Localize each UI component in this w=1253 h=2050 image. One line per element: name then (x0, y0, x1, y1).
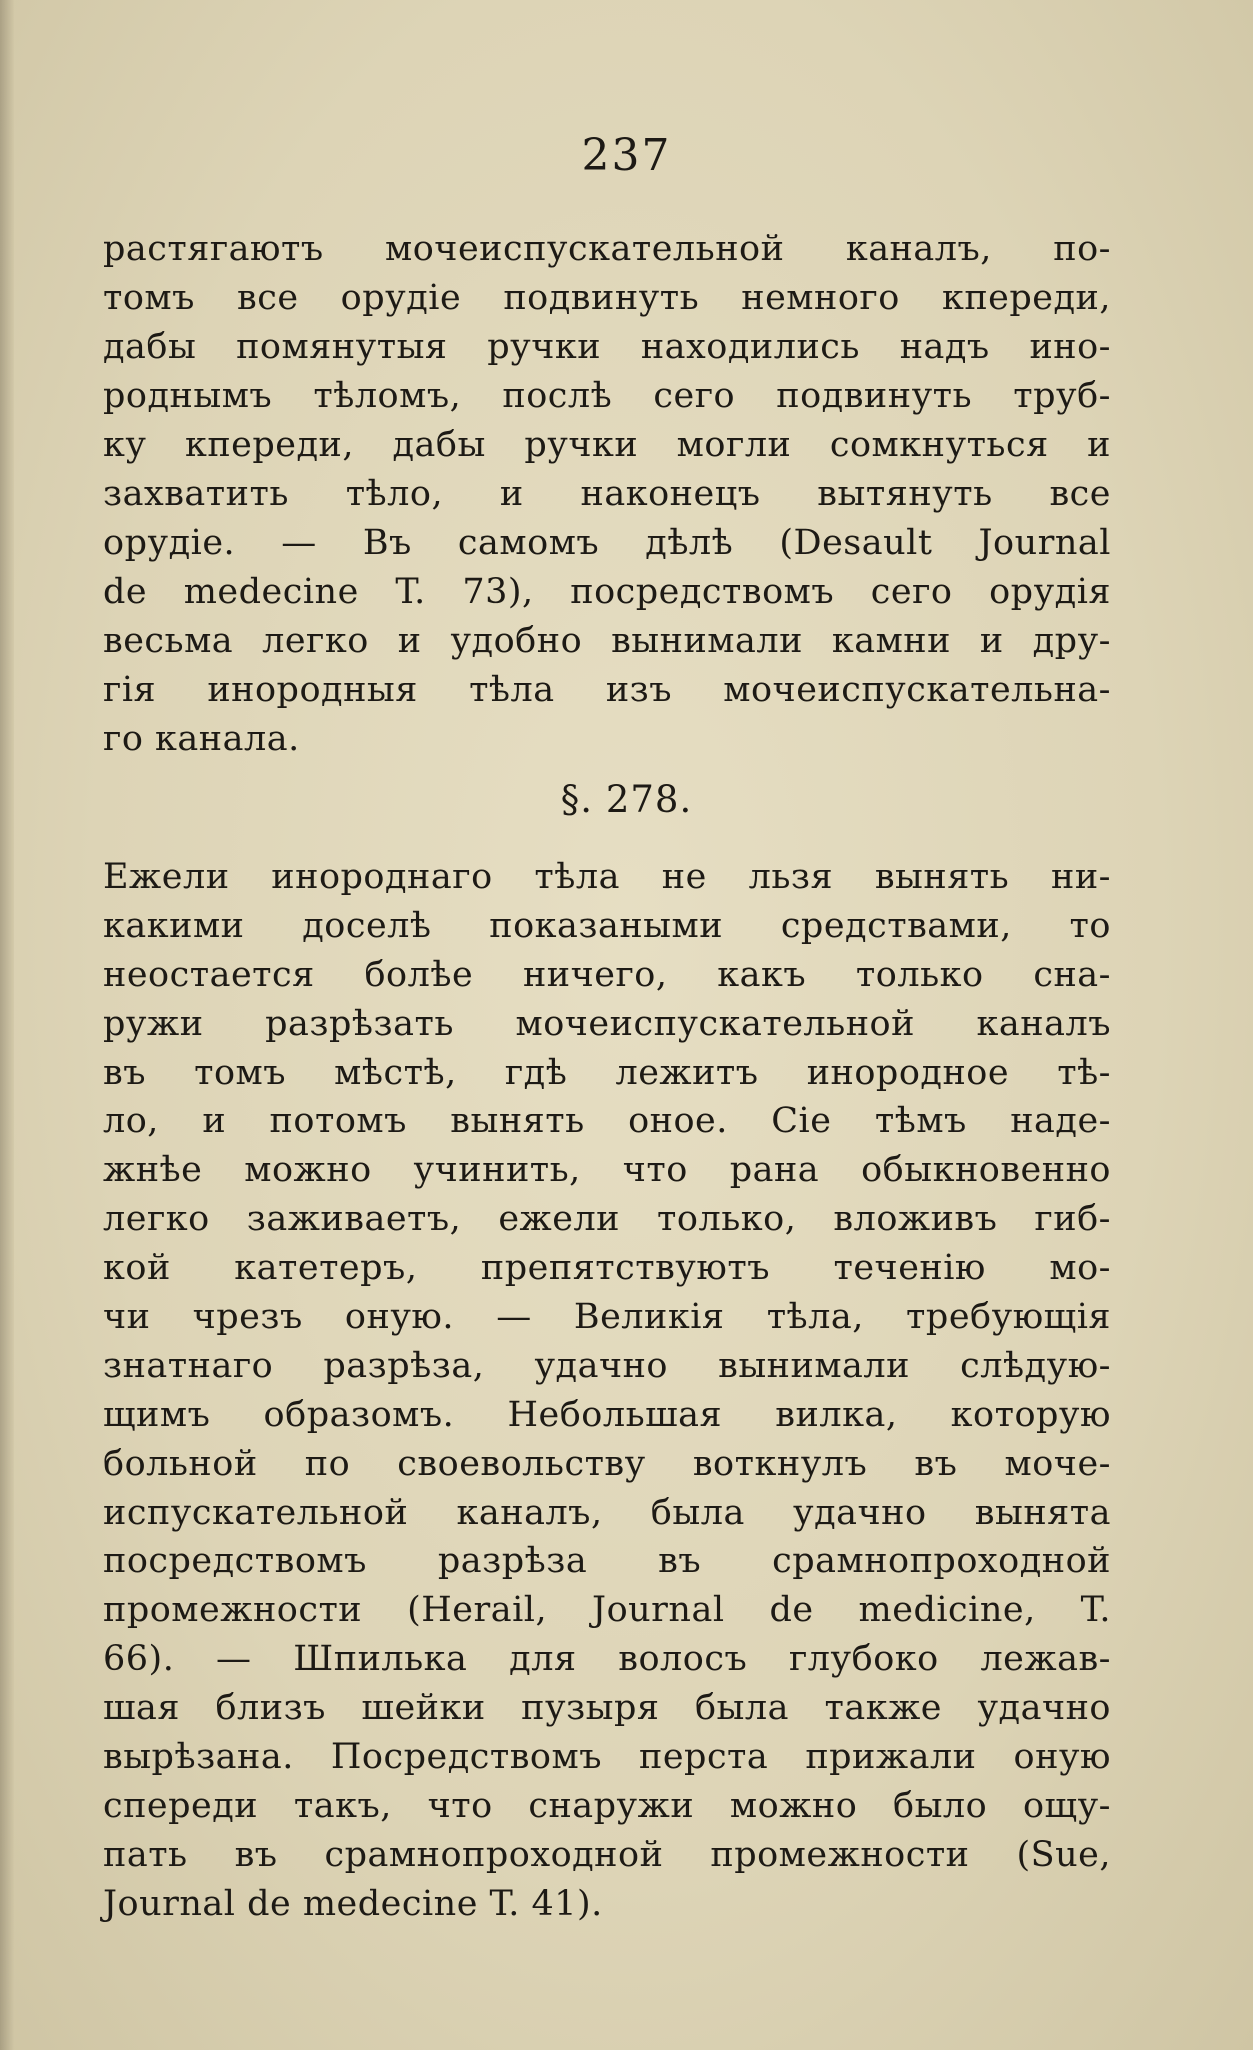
text-line: кой катетеръ, препятствуютъ теченію мо- (103, 1248, 1111, 1289)
section-heading: §. 278. (560, 778, 693, 821)
text-line: больной по своевольству воткнулъ въ моче- (103, 1443, 1111, 1484)
text-line: знатнаго разрѣза, удачно вынимали слѣдую- (103, 1345, 1111, 1386)
text-line: роднымъ тѣломъ, послѣ сего подвинуть труб- (103, 376, 1111, 416)
paragraph-section-278 (103, 853, 1111, 1929)
text-line: орудіе. — Въ самомъ дѣлѣ (Desault Journal (103, 523, 1111, 563)
text-line: дабы помянутыя ручки находились надъ ино- (103, 327, 1111, 367)
text-line: щимъ образомъ. Небольшая вилка, которую (103, 1394, 1111, 1435)
text-line: ружи разрѣзать мочеиспускательной каналъ (103, 1003, 1111, 1044)
text-line: вырѣзана. Посредствомъ перста прижали оную (103, 1737, 1111, 1778)
text-line: пать въ срамнопроходной промежности (Sue, (103, 1834, 1111, 1875)
text-line: ку кпереди, дабы ручки могли сомкнуться и (103, 425, 1111, 465)
text-line: промежности (Herail, Journal de medicine, T. (103, 1590, 1111, 1631)
text-line: жнѣе можно учинить, что рана обыкновенно (103, 1150, 1111, 1191)
text-line: de medecine T. 73), посредствомъ сего орудія (103, 572, 1111, 612)
text-line: какими доселѣ показаными средствами, то (103, 905, 1111, 946)
page-number: 237 (581, 130, 672, 181)
text-line: неостается болѣе ничего, какъ только сна- (103, 954, 1111, 995)
text-line: го канала. (103, 719, 300, 759)
paragraph-continued (103, 225, 1111, 764)
text-line: въ томъ мѣстѣ, гдѣ лежитъ инородное тѣ- (103, 1052, 1111, 1093)
text-line: томъ все орудіе подвинуть немного кпереди, (103, 278, 1111, 318)
text-line: чи чрезъ оную. — Великія тѣла, требующія (103, 1297, 1111, 1338)
text-line: легко заживаетъ, ежели только, вложивъ гиб- (103, 1199, 1111, 1240)
text-line: спереди такъ, что снаружи можно было ощу- (103, 1785, 1111, 1826)
text-line: Journal de medecine T. 41). (103, 1883, 603, 1924)
text-line: растягаютъ мочеиспускательной каналъ, по- (103, 229, 1111, 269)
text-line: испускательной каналъ, была удачно вынята (103, 1492, 1111, 1533)
text-line: посредствомъ разрѣза въ срамнопроходной (103, 1541, 1111, 1582)
text-line: ло, и потомъ вынять оное. Сіе тѣмъ наде- (103, 1101, 1111, 1142)
text-line: 66). — Шпилька для волосъ глубоко лежав- (103, 1639, 1111, 1680)
text-line: гія инородныя тѣла изъ мочеиспускательна- (103, 670, 1111, 710)
binding-gutter (0, 0, 14, 2050)
text-line: Ежели инороднаго тѣла не льзя вынять ни- (103, 857, 1111, 897)
text-line: шая близъ шейки пузыря была также удачно (103, 1688, 1111, 1729)
text-line: захватить тѣло, и наконецъ вытянуть все (103, 474, 1111, 514)
text-line: весьма легко и удобно вынимали камни и дру- (103, 621, 1111, 661)
